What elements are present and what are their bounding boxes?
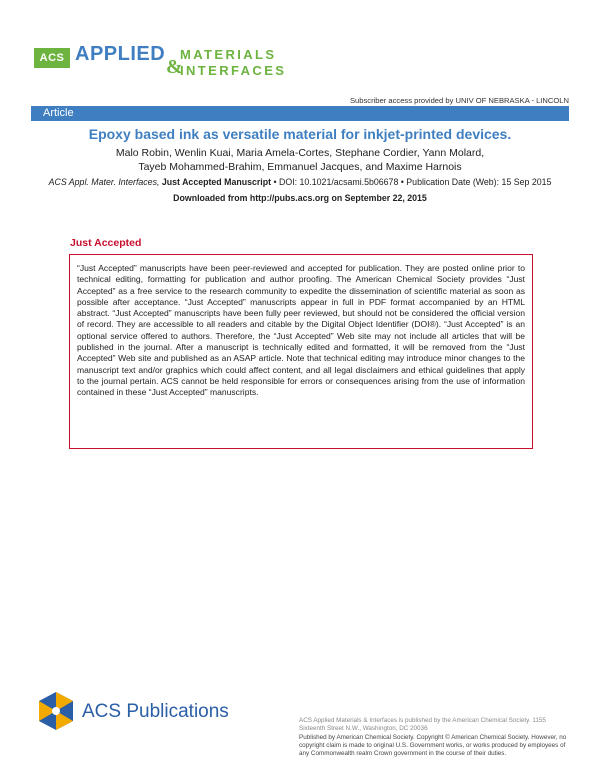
- author-list: Malo Robin, Wenlin Kuai, Maria Amela-Cortes, Stephane Cordier, Yann Molard, Tayeb Mohammed-Brahim, Emmanuel Jacques, and Maxime Harnois: [115, 147, 485, 173]
- just-accepted-notice: [69, 254, 533, 449]
- footer-publisher-line: ACS Applied Materials & Interfaces is published by the American Chemical Society. 1155 Sixteenth Street N.W., Washington, DC 20036: [299, 717, 546, 733]
- acs-badge: ACS: [34, 48, 70, 68]
- just-accepted-heading: Just Accepted: [70, 237, 142, 249]
- citation-journal: ACS Appl. Mater. Interfaces,: [48, 177, 160, 187]
- citation-line: [0, 177, 600, 187]
- footer-copyright-line: Published by American Chemical Society. Copyright © American Chemical Society. However, no copyright claim is made to original U.S. Government works, or works produced by employees of any Commonwealth realm Crown government in the course of their duties.: [299, 733, 567, 758]
- just-accepted-text: “Just Accepted” manuscripts have been peer-reviewed and accepted for publication. They are posted online prior to technical editing, formatting for publication and author proofing. The American Chemical Society provides “Just Accepted” as a free service to the research community to expedite the dissemination of scientific material as soon as possible after acceptance. “Just Accepted” manuscripts appear in full in PDF format accompanied by an HTML abstract. “Just Accepted” manuscripts have been fully peer reviewed, but should not be considered the official version of record. They are accessible to all readers and citable by the Digital Object Identifier (DOI®). “Just Accepted” is an optional service offered to authors. Therefore, the “Just Accepted” Web site may not include all articles that will be published in the journal. After a manuscript is technically edited and formatted, it will be removed from the “Just Accepted” Web site and published as an ASAP article. Note that technical editing may introduce minor changes to the manuscript text and/or graphics which could affect content, and all legal disclaimers and ethical guidelines that apply to the journal pertain. ACS cannot be held responsible for errors or consequences arising from the use of information contained in these “Just Accepted” manuscripts.: [77, 263, 525, 398]
- download-note: Downloaded from http://pubs.acs.org on September 22, 2015: [173, 193, 427, 203]
- publisher-footer: [299, 717, 571, 758]
- logo-interfaces-text: INTERFACES: [180, 63, 287, 78]
- subscriber-access-note: Subscriber access provided by UNIV OF NEBRASKA - LINCOLN: [349, 96, 569, 105]
- citation-status: Just Accepted Manuscript: [161, 177, 272, 187]
- logo-ampersand: &: [166, 56, 183, 78]
- logo-materials-text: MATERIALS: [180, 47, 277, 62]
- article-title: Epoxy based ink as versatile material for inkjet-printed devices.: [88, 126, 512, 142]
- acs-publications-logo: [35, 690, 235, 732]
- logo-applied-text: APPLIED: [75, 43, 166, 65]
- article-type-bar: Article: [31, 106, 569, 121]
- citation-details: • DOI: 10.1021/acsami.5b06678 • Publication Date (Web): 15 Sep 2015: [271, 177, 552, 187]
- acs-hexagon-icon: [35, 690, 77, 732]
- acs-publications-text: ACS Publications: [82, 701, 229, 722]
- journal-logo: [34, 40, 314, 85]
